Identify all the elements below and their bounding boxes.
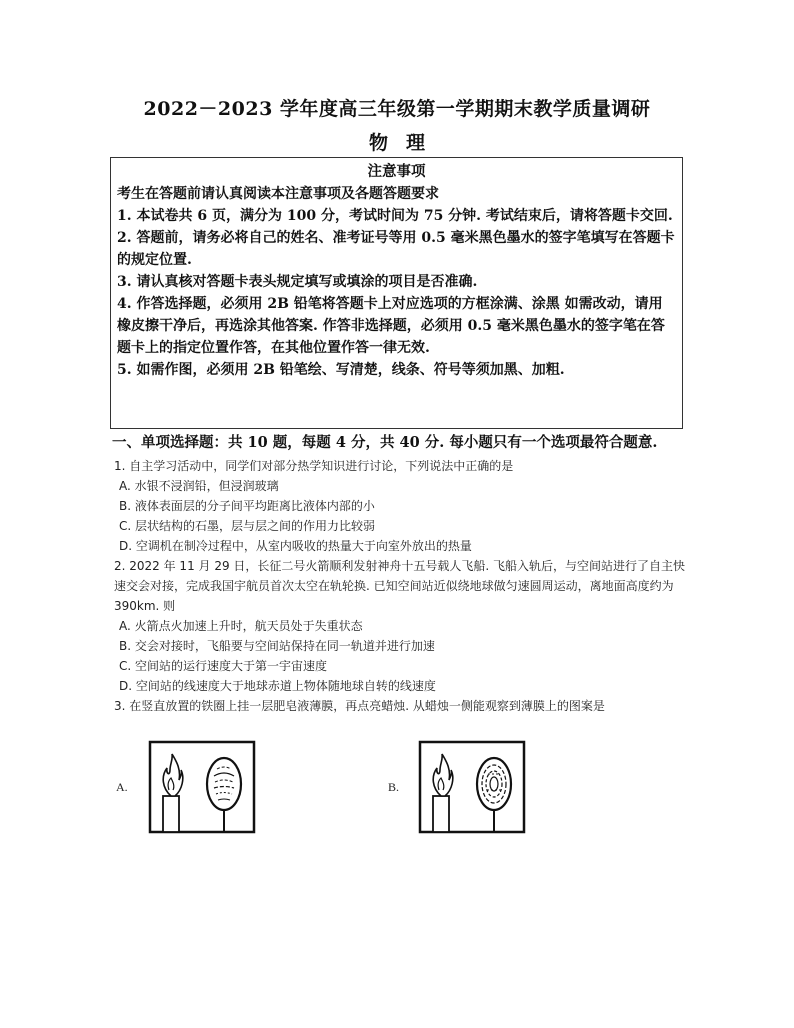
question-stem: 1. 自主学习活动中，同学们对部分热学知识进行讨论，下列说法中正确的是 bbox=[114, 459, 514, 473]
candle-film-figure-b bbox=[418, 740, 526, 834]
option-text: B. 交会对接时，飞船要与空间站保持在同一轨道并进行加速 bbox=[119, 639, 435, 653]
subject-title: 物理 bbox=[368, 132, 443, 154]
notice-title: 注意事项 bbox=[367, 163, 426, 180]
notice-item: 5. 如需作图，必须用 2B 铅笔绘、写清楚，线条、符号等须加黑、加粗. bbox=[117, 362, 565, 378]
notice-item: 2. 答题前，请务必将自己的姓名、准考证号等用 0.5 毫米黑色墨水的签字笔填写在答题卡的规定位置. bbox=[117, 230, 675, 268]
option-text: C. 层状结构的石墨，层与层之间的作用力比较弱 bbox=[119, 519, 376, 533]
notice-item: 1. 本试卷共 6 页，满分为 100 分，考试时间为 75 分钟. 考试结束后，请将答题卡交回. bbox=[117, 208, 673, 224]
notice-item: 4. 作答选择题，必须用 2B 铅笔将答题卡上对应选项的方框涂满、涂黑 如需改动，请用橡皮擦干净后，再选涂其他答案. 作答非选择题，必须用 0.5 毫米黑色墨水的签字笔在答题卡上的指定位置作答，在其他位置作答一律无效. bbox=[117, 296, 665, 356]
option-text: A. 火箭点火加速上升时，航天员处于失重状态 bbox=[119, 619, 363, 633]
option-text: C. 空间站的运行速度大于第一宇宙速度 bbox=[119, 659, 328, 673]
option-label-a: A. bbox=[116, 780, 128, 794]
option-text: D. 空间站的线速度大于地球赤道上物体随地球自转的线速度 bbox=[119, 679, 436, 693]
option-label-b: B. bbox=[388, 780, 400, 794]
wire-ring bbox=[207, 758, 241, 810]
section-heading: 一、单项选择题：共 10 题，每题 4 分，共 40 分. 每小题只有一个选项最符合题意. bbox=[112, 434, 658, 451]
question-stem: 3. 在竖直放置的铁圈上挂一层肥皂液薄膜，再点亮蜡烛. 从蜡烛一侧能观察到薄膜上的图案是 bbox=[114, 699, 605, 713]
option-text: A. 水银不浸润铅，但浸润玻璃 bbox=[119, 479, 279, 493]
question-stem: 2. 2022 年 11 月 29 日，长征二号火箭顺利发射神舟十五号载人飞船. 飞船入轨后，与空间站进行了自主快速交会对接，完成我国宇航员首次太空在轨轮换. 已知空间站近似绕地球做匀速圆周运动，离地面高度约为 390km. 则 bbox=[114, 559, 686, 613]
notice-box bbox=[110, 157, 683, 429]
option-text: B. 液体表面层的分子间平均距离比液体内部的小 bbox=[119, 499, 375, 513]
exam-title: 2022－2023 学年度高三年级第一学期期末教学质量调研 bbox=[143, 98, 651, 120]
question-list bbox=[114, 456, 686, 716]
candle-icon bbox=[433, 796, 449, 832]
notice-item: 3. 请认真核对答题卡表头规定填写或填涂的项目是否准确. bbox=[117, 274, 478, 290]
notice-intro: 考生在答题前请认真阅读本注意事项及各题答题要求 bbox=[117, 186, 439, 202]
candle-icon bbox=[163, 796, 179, 832]
candle-film-figure-a bbox=[148, 740, 256, 834]
option-text: D. 空调机在制冷过程中，从室内吸收的热量大于向室外放出的热量 bbox=[119, 539, 472, 553]
